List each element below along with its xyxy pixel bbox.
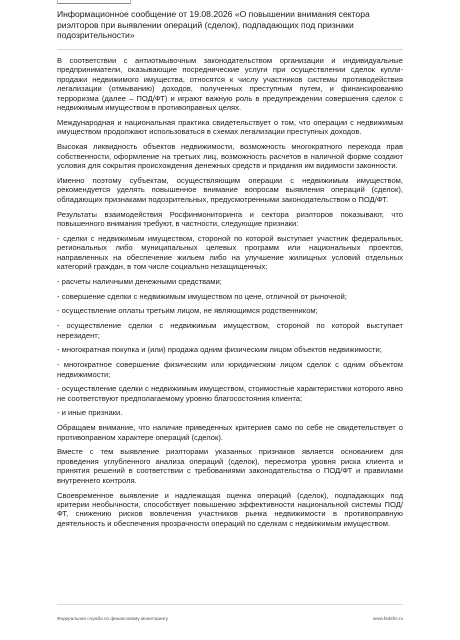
list-item: - осуществление сделки с недвижимым имуществом, стоимостные характеристики которого явно не соответствуют предполагаемому уровню благосостояния клиента; <box>57 384 403 403</box>
list-item: - многократная покупка и (или) продажа одним физическим лицом объектов недвижимости; <box>57 345 382 355</box>
list-item: - осуществление оплаты третьим лицом, не являющимся родственником; <box>57 306 318 316</box>
paragraph: Вместе с тем выявление риэлторами указанных признаков является основанием для проведения углубленного анализа операций (сделок), пересмотра уровня риска клиента и принятия решений в соответствии с требованиями законодательства о ПОД/ФТ и правилами внутреннего контроля. <box>57 447 403 485</box>
footer-organization: Федеральная служба по финансовому мониторингу <box>57 616 169 621</box>
paragraph: Именно поэтому субъектам, осуществляющим операции с недвижимым имуществом, рекомендуется уделять повышенное внимание вопросам выявления операций (сделок), обладающих признаками подозрительных, предусмотренными законодательством о ПОД/ФТ. <box>57 175 403 204</box>
paragraph: Обращаем внимание, что наличие приведенных критериев само по себе не свидетельствует о противоправном характере операций (сделок). <box>57 423 403 442</box>
paragraph: Международная и национальная практика свидетельствует о том, что операции с недвижимым имуществом продолжают использоваться в схемах легализации преступных доходов. <box>57 118 403 137</box>
list-item: - осуществление сделки с недвижимым имуществом, стороной по которой выступает нерезидент; <box>57 321 403 340</box>
paragraph: Высокая ликвидность объектов недвижимости, возможность многократного перехода прав собственности, оформление на третьих лиц, возможность расчетов в наличной форме создают условия для сокрытия происхождения денежных средств и придания им видимости законности. <box>57 142 403 171</box>
list-item: - многократное совершение физическим или юридическим лицом сделок с одним объектом недвижимости; <box>57 360 403 379</box>
footer-website-link[interactable]: www.fedsfm.ru <box>372 616 403 621</box>
paragraph: Результаты взаимодействия Росфинмониторинга и сектора риэлторов показывают, что повышенного внимания требуют, в частности, следующие признаки: <box>57 209 403 228</box>
list-item: - расчеты наличными денежными средствами; <box>57 276 222 286</box>
list-item: - и иные признаки. <box>57 408 123 418</box>
document-body <box>57 56 403 534</box>
top-decor-line <box>57 0 131 4</box>
footer-divider <box>57 604 403 605</box>
title-divider <box>57 49 403 50</box>
list-item: - сделки с недвижимым имуществом, стороной по которой выступает участник федеральных, региональных либо муниципальных целевых программ или национальных проектов, направленных на обеспечение жильем либо на улучшение жилищных условий отдельных категорий граждан, в том числе социально незащищенных; <box>57 233 403 272</box>
list-item: - совершение сделки с недвижимым имуществом по цене, отличной от рыночной; <box>57 291 347 301</box>
page-title: Информационное сообщение от 19.08.2026 «О повышении внимания сектора риэлторов при выявлении операций (сделок), подпадающих под признаки подозрительности» <box>57 9 370 41</box>
paragraph: В соответствии с антиотмывочным законодательством организации и индивидуальные предприниматели, оказывающие посреднические услуги при осуществлении сделок купли-продажи недвижимого имущества, относятся к числу участников системы противодействия легализации (отмыванию) доходов, полученных преступным путем, и финансированию терроризма (далее – ПОД/ФТ) и играют важную роль в предупреждении совершения сделок с недвижимым имуществом в противоправных целях. <box>57 56 403 113</box>
paragraph: Своевременное выявление и надлежащая оценка операций (сделок), подпадающих под критерии необычности, способствует повышению эффективности национальной системы ПОД/ФТ, снижению рисков вовлечения участников рынка недвижимости в противоправную деятельность и обеспечения прозрачности операций по сделкам с недвижимым имуществом. <box>57 490 403 528</box>
